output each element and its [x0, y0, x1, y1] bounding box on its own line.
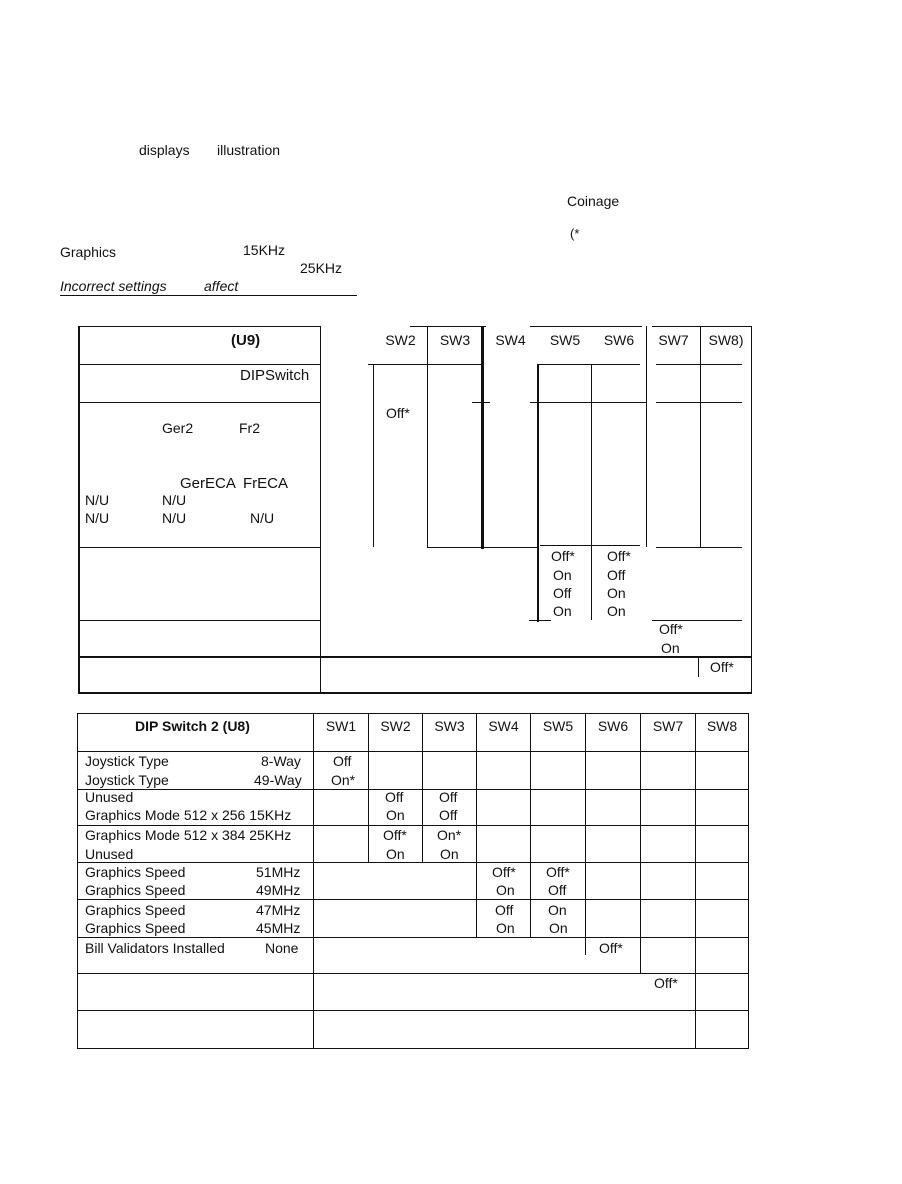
dip1-header-sw4: SW4	[495, 332, 526, 348]
dip2-graphics-speed-sw4: Off*	[492, 864, 516, 880]
dip1-nu-row2-c: N/U	[250, 510, 275, 526]
dip2-header-sw4: SW4	[488, 718, 519, 734]
dip2-graphics-mode-sw3: Off	[439, 807, 458, 823]
dip2-graphics-speed-sw5: On	[549, 920, 568, 936]
dip1-sw6-value: On	[607, 603, 626, 619]
dip2-header-sw3: SW3	[434, 718, 465, 734]
dip2-graphics-speed-value: 45MHz	[256, 920, 301, 936]
dip2-joystick-value: 8-Way	[261, 753, 301, 769]
intro-illustration: illustration	[217, 142, 281, 158]
dip2-graphics-speed-sw5: On	[548, 902, 567, 918]
dip2-joystick-value: 49-Way	[254, 772, 302, 788]
dip2-graphics-mode-label: Graphics Mode 512 x 384 25KHz	[85, 827, 292, 843]
intro-graphics: Graphics	[60, 244, 117, 260]
dip1-sw7-value: On	[661, 640, 680, 656]
dip1-sw5-value: On	[553, 567, 572, 583]
dip1-header-sw2: SW2	[385, 332, 416, 348]
dip2-graphics-speed-sw4: On	[496, 882, 515, 898]
dip2-graphics-mode-sw2: Off*	[383, 827, 407, 843]
dip2-graphics-mode-label: Graphics Mode 512 x 256 15KHz	[85, 807, 292, 823]
intro-underline	[60, 295, 357, 296]
dip2-graphics-speed-sw5: Off*	[546, 864, 570, 880]
dip2-graphics-speed-label: Graphics Speed	[85, 882, 186, 898]
intro-affect: affect	[204, 278, 239, 294]
dip2-header-sw7: SW7	[652, 718, 684, 734]
dip1-ger2: Ger2	[162, 420, 194, 436]
dip1-sw8-default: Off*	[710, 659, 734, 675]
dip2-graphics-speed-value: 51MHz	[256, 864, 301, 880]
intro-displays: displays	[139, 142, 190, 158]
dip1-dipswitch-label: DIPSwitch	[240, 367, 310, 384]
dip1-nu-row1-a: N/U	[85, 492, 110, 508]
dip2-header-sw2: SW2	[380, 718, 411, 734]
dip2-header-sw8: SW8	[706, 718, 738, 734]
dip1-header-sw8: SW8)	[708, 332, 744, 348]
dip2-joystick-sw1: On*	[331, 772, 356, 788]
dip1-title-suffix: (U9)	[231, 332, 261, 349]
dip2-graphics-speed-label: Graphics Speed	[85, 920, 186, 936]
dip2-joystick-label: Joystick Type	[85, 772, 169, 788]
dip2-graphics-mode-label: Unused	[85, 789, 134, 805]
dip1-nu-row2-a: N/U	[85, 510, 110, 526]
dip2-graphics-speed-sw4: On	[496, 920, 515, 936]
dip1-sw7-value: Off*	[659, 621, 683, 637]
dip1-sw5-value: Off	[553, 585, 572, 601]
intro-incorrect-settings: Incorrect settings	[60, 278, 167, 294]
dip1-nu-row2-b: N/U	[162, 510, 187, 526]
dip2-title: DIP Switch 2 (U8)	[135, 718, 250, 734]
dip2-graphics-mode-label: Unused	[85, 846, 134, 862]
dip1-sw6-value: On	[607, 585, 626, 601]
dip2-joystick-label: Joystick Type	[85, 753, 169, 769]
dip2-header-sw1: SW1	[325, 718, 357, 734]
dip2-header-sw5: SW5	[542, 718, 574, 734]
dip1-freca: FrECA	[243, 475, 288, 492]
dip1-header-sw3: SW3	[439, 332, 471, 348]
intro-coinage: Coinage	[567, 193, 620, 209]
dip1-header-sw6: SW6	[603, 332, 635, 348]
dip2-graphics-mode-sw2: On	[386, 846, 405, 862]
intro-25khz: 25KHz	[300, 260, 343, 276]
dip2-graphics-mode-sw2: On	[386, 807, 405, 823]
dip1-header-sw5: SW5	[549, 332, 581, 348]
dip2-joystick-sw1: Off	[333, 753, 352, 769]
dip2-graphics-speed-sw5: Off	[548, 882, 567, 898]
dip1-nu-row1-b: N/U	[162, 492, 187, 508]
dip2-bill-value: None	[265, 940, 299, 956]
dip2-bill-label: Bill Validators Installed	[85, 940, 225, 956]
intro-paren-star: (*	[570, 226, 580, 241]
dip2-graphics-speed-label: Graphics Speed	[85, 902, 186, 918]
intro-15khz: 15KHz	[243, 242, 286, 258]
dip2-header-sw6: SW6	[597, 718, 629, 734]
dip2-graphics-mode-sw2: Off	[385, 789, 404, 805]
dip2-sw7-default: Off*	[654, 975, 678, 991]
dip1-header-sw7: SW7	[658, 332, 689, 348]
dip1-fr2: Fr2	[239, 420, 260, 436]
dip1-sw5-value: On	[553, 603, 572, 619]
dip1-sw5-value: Off*	[551, 548, 575, 564]
dip2-graphics-mode-sw3: Off	[439, 789, 458, 805]
dip2-graphics-speed-value: 49MHz	[256, 882, 301, 898]
dip1-sw6-value: Off*	[607, 548, 631, 564]
dip1-sw6-value: Off	[607, 567, 626, 583]
dip2-graphics-mode-sw3: On*	[437, 827, 462, 843]
dip2-graphics-speed-sw4: Off	[495, 902, 514, 918]
dip2-bill-sw6: Off*	[599, 940, 623, 956]
dip2-graphics-speed-label: Graphics Speed	[85, 864, 186, 880]
dip2-graphics-speed-value: 47MHz	[256, 902, 301, 918]
dip1-gereca: GerECA	[180, 475, 236, 492]
dip2-graphics-mode-sw3: On	[440, 846, 459, 862]
dip1-sw2-default: Off*	[386, 405, 410, 421]
